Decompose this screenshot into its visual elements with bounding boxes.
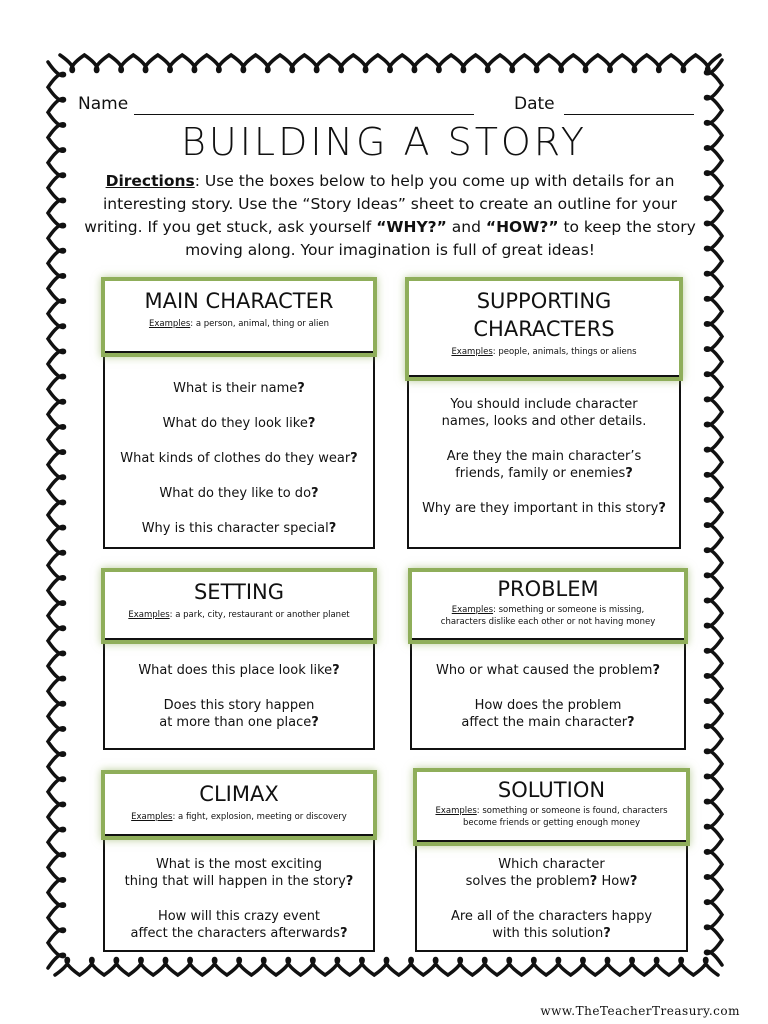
question: What do they look like <box>162 416 308 431</box>
card-body: What is their name? What do they look like? What kinds of clothes do they wear? What do they like to do? Why is this character special? <box>120 381 358 536</box>
card-header <box>105 572 373 640</box>
card-title: SETTING <box>193 580 285 604</box>
card-problem <box>410 570 686 750</box>
card-examples: Examples: a person, animal, thing or alien <box>148 319 330 329</box>
name-line[interactable] <box>134 114 474 115</box>
card-setting <box>103 570 375 750</box>
card-body: You should include character names, looks and other details. Are they the main character’s friends, family or enemies? Why are they important in this story? <box>422 397 666 516</box>
card-header <box>105 281 373 353</box>
card-title: PROBLEM <box>497 577 599 601</box>
card-examples: Examples: a fight, explosion, meeting or discovery <box>131 812 347 822</box>
question: Why is this character special <box>141 521 329 536</box>
card-body: What is the most exciting thing that will happen in the story? How will this crazy event affect the characters afterwards? <box>124 857 354 941</box>
card-title: MAIN CHARACTER <box>144 289 334 313</box>
name-label: Name <box>78 94 129 114</box>
card-supporting-characters <box>407 279 681 549</box>
card-header <box>412 572 684 640</box>
card-body: What does this place look like? Does this story happen at more than one place? <box>138 663 340 730</box>
directions-label: Directions <box>105 172 195 190</box>
card-examples: Examples: something or someone is found, characters become friends or getting enough money <box>435 806 668 828</box>
question: What do they like to do <box>159 486 312 501</box>
card-header <box>105 774 373 836</box>
date-label: Date <box>514 94 555 114</box>
page-title: BUILDING A STORY <box>181 120 587 164</box>
border-loop-edge <box>48 62 65 968</box>
card-examples: Examples: something or someone is missing, characters dislike each other or not having money <box>440 605 656 627</box>
card-header <box>409 281 679 377</box>
card-body: Which character solves the problem? How? Are all of the characters happy with this solution? <box>450 857 653 941</box>
card-body: Who or what caused the problem? How does the problem affect the main character? <box>436 663 660 730</box>
question: What is their name <box>173 381 298 396</box>
card-main-character <box>103 279 375 549</box>
card-examples: Examples: a park, city, restaurant or another planet <box>128 610 350 620</box>
card-climax <box>103 772 375 952</box>
card-title: SOLUTION <box>497 778 606 802</box>
date-line[interactable] <box>564 114 694 115</box>
border-loop-edge <box>706 60 723 965</box>
name-date-row <box>78 94 698 118</box>
border-loop-edge <box>55 959 718 976</box>
directions-text: Directions: Use the boxes below to help you come up with details for an interesting story. Use the “Story Ideas” sheet to create an outline for your writing. If you get stuck, ask yourself “WHY?” and “HOW?” to keep the story moving along. Your imagination is full of great ideas! <box>84 172 696 259</box>
card-title: CLIMAX <box>199 782 279 806</box>
card-title: SUPPORTING CHARACTERS <box>473 289 615 341</box>
card-header <box>417 772 686 842</box>
card-solution <box>415 770 688 952</box>
border-loop-edge <box>60 55 720 72</box>
question: What kinds of clothes do they wear <box>120 451 351 466</box>
card-examples: Examples: people, animals, things or aliens <box>451 347 637 357</box>
footer-website: www.TheTeacherTreasury.com <box>540 1004 740 1018</box>
